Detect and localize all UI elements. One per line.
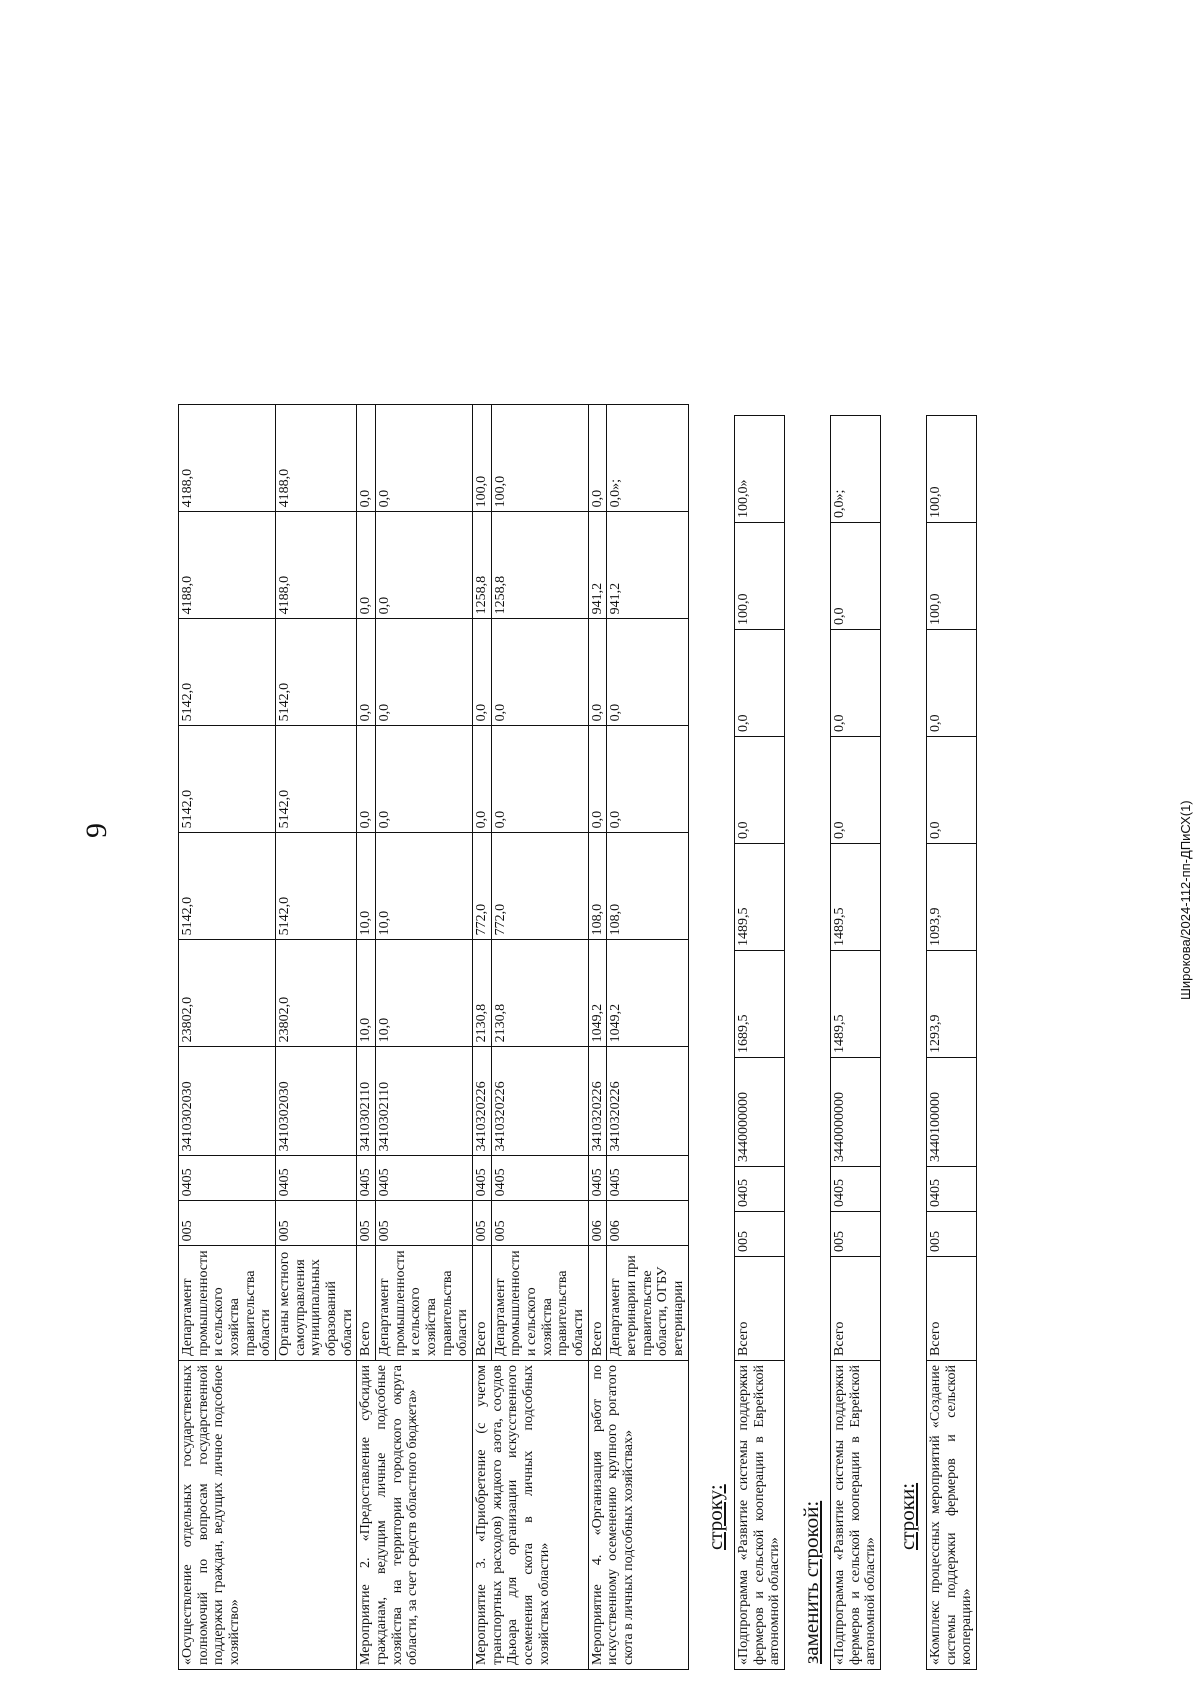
- label-replace: заменить строкой:: [798, 1500, 823, 1664]
- section-code-cell: 0405: [473, 1156, 492, 1201]
- section-code-cell: 0405: [179, 1156, 276, 1201]
- grbs-code-cell: 005: [830, 1212, 880, 1257]
- amount-cell: 0,0: [357, 726, 376, 833]
- amount-cell: 0,0: [491, 726, 588, 833]
- measure-name-cell: «Подпрограмма «Развитие системы поддержки фермеров и сельской кооперации в Еврейской автономной области»: [830, 1361, 880, 1670]
- amount-cell: 0,0: [607, 726, 688, 833]
- amount-cell: 100,0: [473, 405, 492, 512]
- measure-name-cell: Мероприятие 3. «Приобретение (с учетом транспортных расходов) жидкого азота, сосудов Дьюара для организации искусственного осеменения скота в личных подсобных хозяйствах области»: [473, 1361, 589, 1670]
- footer-code: Широкова/2024-112-пп-ДПиСХ(1): [1178, 800, 1193, 1000]
- csr-code-cell: 3440000000: [734, 1058, 784, 1167]
- amount-cell: 100,0»: [734, 416, 784, 523]
- executor-cell: Всего: [926, 1257, 976, 1361]
- amount-cell: 0,0: [588, 726, 607, 833]
- csr-code-cell: 3440000000: [830, 1058, 880, 1167]
- executor-cell: Всего: [830, 1257, 880, 1361]
- amount-cell: 0,0: [376, 405, 473, 512]
- amount-cell: 5142,0: [179, 619, 276, 726]
- amount-cell: 5142,0: [179, 833, 276, 940]
- csr-code-cell: 3410320226: [588, 1047, 607, 1156]
- amount-cell: 0,0: [357, 619, 376, 726]
- amount-cell: 0,0»;: [830, 416, 880, 523]
- measure-name-cell: Мероприятие 2. «Предоставление субсидии гражданам, ведущим личные подсобные хозяйства на территории городского округа области, за счет средств областного бюджета»: [357, 1361, 473, 1670]
- amount-cell: 772,0: [473, 833, 492, 940]
- rotated-content: [178, 210, 977, 1670]
- amount-cell: 0,0: [588, 405, 607, 512]
- amount-cell: 100,0: [491, 405, 588, 512]
- csr-code-cell: 3410320226: [473, 1047, 492, 1156]
- grbs-code-cell: 005: [734, 1212, 784, 1257]
- amount-cell: 100,0: [926, 416, 976, 523]
- grbs-code-cell: 005: [376, 1201, 473, 1246]
- section-code-cell: 0405: [607, 1156, 688, 1201]
- executor-cell: Департамент ветеринарии при правительстве области, ОГБУ ветеринарии: [607, 1246, 688, 1361]
- amount-cell: 100,0: [926, 523, 976, 630]
- csr-code-cell: 3410320226: [607, 1047, 688, 1156]
- executor-cell: Всего: [473, 1246, 492, 1361]
- amount-cell: 0,0: [588, 619, 607, 726]
- csr-code-cell: 3440100000: [926, 1058, 976, 1167]
- grbs-code-cell: 005: [491, 1201, 588, 1246]
- amount-cell: 4188,0: [276, 512, 357, 619]
- table-row: [179, 405, 276, 1670]
- amount-cell: 0,0»;: [607, 405, 688, 512]
- table-row: [588, 405, 607, 1670]
- csr-code-cell: 3410302030: [276, 1047, 357, 1156]
- section-code-cell: 0405: [357, 1156, 376, 1201]
- table-row: [357, 405, 376, 1670]
- amount-cell: 0,0: [376, 726, 473, 833]
- amount-cell: 0,0: [357, 512, 376, 619]
- amount-cell: 772,0: [491, 833, 588, 940]
- amount-cell: 100,0: [734, 523, 784, 630]
- table-subprogram-old: [734, 415, 785, 1670]
- csr-code-cell: 3410320226: [491, 1047, 588, 1156]
- amount-cell: 4188,0: [179, 405, 276, 512]
- amount-cell: 1093,9: [926, 844, 976, 951]
- amount-cell: 4188,0: [276, 405, 357, 512]
- amount-cell: 5142,0: [179, 726, 276, 833]
- grbs-code-cell: 006: [588, 1201, 607, 1246]
- amount-cell: 23802,0: [179, 940, 276, 1047]
- amount-cell: 941,2: [607, 512, 688, 619]
- amount-cell: 0,0: [473, 619, 492, 726]
- amount-cell: 1258,8: [491, 512, 588, 619]
- grbs-code-cell: 005: [179, 1201, 276, 1246]
- amount-cell: 0,0: [376, 512, 473, 619]
- executor-cell: Всего: [588, 1246, 607, 1361]
- amount-cell: 0,0: [830, 523, 880, 630]
- executor-cell: Всего: [357, 1246, 376, 1361]
- amount-cell: 0,0: [491, 619, 588, 726]
- amount-cell: 2130,8: [491, 940, 588, 1047]
- amount-cell: 108,0: [588, 833, 607, 940]
- executor-cell: Департамент промышленности и сельского хозяйства правительства области: [491, 1246, 588, 1361]
- amount-cell: 5142,0: [276, 619, 357, 726]
- amount-cell: 0,0: [926, 737, 976, 844]
- main-table: [178, 404, 689, 1670]
- amount-cell: 1049,2: [607, 940, 688, 1047]
- amount-cell: 0,0: [926, 630, 976, 737]
- amount-cell: 0,0: [734, 630, 784, 737]
- label-row: строку:: [702, 1484, 727, 1550]
- measure-name-cell: «Подпрограмма «Развитие системы поддержки фермеров и сельской кооперации в Еврейской автономной области»: [734, 1361, 784, 1670]
- section-code-cell: 0405: [491, 1156, 588, 1201]
- section-code-cell: 0405: [276, 1156, 357, 1201]
- label-rows: строки:: [894, 1482, 919, 1550]
- section-code-cell: 0405: [376, 1156, 473, 1201]
- amount-cell: 108,0: [607, 833, 688, 940]
- table-row: [830, 416, 880, 1670]
- amount-cell: 10,0: [357, 833, 376, 940]
- amount-cell: 5142,0: [276, 833, 357, 940]
- amount-cell: 0,0: [357, 405, 376, 512]
- table-row: [473, 405, 492, 1670]
- csr-code-cell: 3410302030: [179, 1047, 276, 1156]
- amount-cell: 0,0: [473, 726, 492, 833]
- amount-cell: 1293,9: [926, 951, 976, 1058]
- amount-cell: 1258,8: [473, 512, 492, 619]
- table-subprogram-new: [830, 415, 881, 1670]
- grbs-code-cell: 005: [357, 1201, 376, 1246]
- amount-cell: 23802,0: [276, 940, 357, 1047]
- measure-name-cell: «Осуществление отдельных государственных полномочий по вопросам государственной поддержки граждан, ведущих личное подсобное хозяйство»: [179, 1361, 357, 1670]
- amount-cell: 1489,5: [830, 951, 880, 1058]
- amount-cell: 10,0: [376, 833, 473, 940]
- grbs-code-cell: 005: [926, 1212, 976, 1257]
- executor-cell: Департамент промышленности и сельского хозяйства правительства области: [376, 1246, 473, 1361]
- csr-code-cell: 3410302110: [357, 1047, 376, 1156]
- executor-cell: Органы местного самоуправления муниципальных образований области: [276, 1246, 357, 1361]
- grbs-code-cell: 005: [276, 1201, 357, 1246]
- measure-name-cell: «Комплекс процессных мероприятий «Создание системы поддержки фермеров и сельской кооперации»: [926, 1361, 976, 1670]
- page-number: 9: [80, 823, 113, 838]
- amount-cell: 4188,0: [179, 512, 276, 619]
- grbs-code-cell: 006: [607, 1201, 688, 1246]
- amount-cell: 0,0: [376, 619, 473, 726]
- amount-cell: 1689,5: [734, 951, 784, 1058]
- amount-cell: 0,0: [607, 619, 688, 726]
- section-code-cell: 0405: [830, 1167, 880, 1212]
- amount-cell: 2130,8: [473, 940, 492, 1047]
- section-code-cell: 0405: [734, 1167, 784, 1212]
- table-row: [926, 416, 976, 1670]
- amount-cell: 941,2: [588, 512, 607, 619]
- amount-cell: 1489,5: [830, 844, 880, 951]
- executor-cell: Департамент промышленности и сельского хозяйства правительства области: [179, 1246, 276, 1361]
- amount-cell: 0,0: [830, 737, 880, 844]
- amount-cell: 1049,2: [588, 940, 607, 1047]
- executor-cell: Всего: [734, 1257, 784, 1361]
- amount-cell: 1489,5: [734, 844, 784, 951]
- csr-code-cell: 3410302110: [376, 1047, 473, 1156]
- amount-cell: 0,0: [830, 630, 880, 737]
- section-code-cell: 0405: [926, 1167, 976, 1212]
- table-complex: [926, 415, 977, 1670]
- measure-name-cell: Мероприятие 4. «Организация работ по искусственному осеменению крупного рогатого скота в личных подсобных хозяйствах»: [588, 1361, 688, 1670]
- amount-cell: 0,0: [734, 737, 784, 844]
- amount-cell: 10,0: [357, 940, 376, 1047]
- amount-cell: 5142,0: [276, 726, 357, 833]
- section-code-cell: 0405: [588, 1156, 607, 1201]
- amount-cell: 10,0: [376, 940, 473, 1047]
- table-row: [734, 416, 784, 1670]
- grbs-code-cell: 005: [473, 1201, 492, 1246]
